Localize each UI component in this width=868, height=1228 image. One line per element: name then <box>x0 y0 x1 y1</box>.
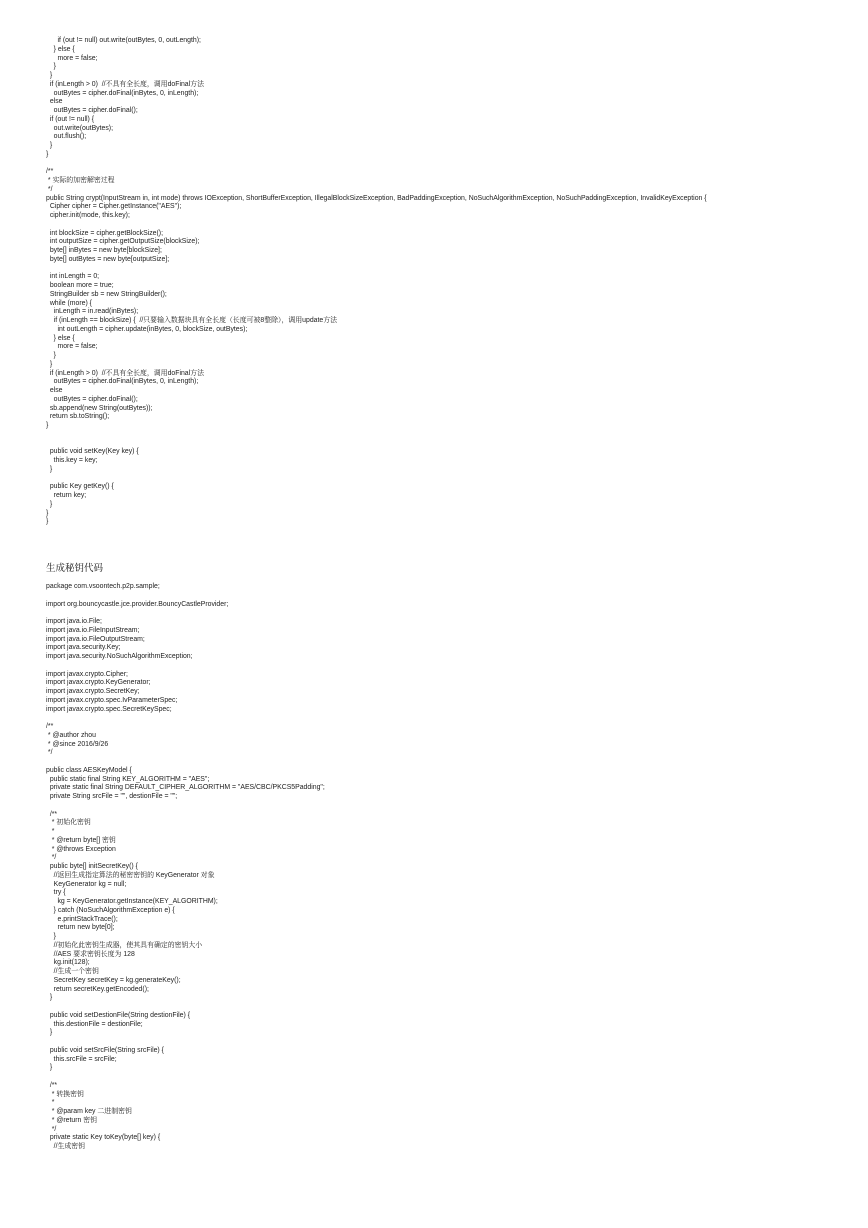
code-block-aes-key-model: package com.vsoontech.p2p.sample; import org.bouncycastle.jce.provider.BouncyCastleProvider; import java.io.File; import java.io.FileInputStream; import java.io.FileOutputStream; import java.security.Key; import java.security.NoSuchAlgorithmException; import javax.crypto.Cipher; import javax.crypto.KeyGenerator; import javax.crypto.SecretKey; import javax.crypto.spec.IvParameterSpec; import javax.crypto.spec.SecretKeySpec; /** * @author zhou * @since 2016/9/26 */ public class AESKeyModel { public static final String KEY_ALGORITHM = "AES"; private static final String DEFAULT_CIPHER_ALGORITHM = "AES/CBC/PKCS5Padding"; private String srcFile = "", destionFile = ""; /** * 初始化密钥 * * @return byte[] 密钥 * @throws Exception */ public byte[] initSecretKey() { //返回生成指定算法的秘密密钥的 KeyGenerator 对象 KeyGenerator kg = null; try { kg = KeyGenerator.getInstance(KEY_ALGORITHM); } catch (NoSuchAlgorithmException e) { e.printStackTrace(); return new byte[0]; } //初始化此密钥生成器，使其具有确定的密钥大小 //AES 要求密钥长度为 128 kg.init(128); //生成一个密钥 SecretKey secretKey = kg.generateKey(); return secretKey.getEncoded(); } public void setDestionFile(String destionFile) { this.destionFile = destionFile; } public void setSrcFile(String srcFile) { this.srcFile = srcFile; } /** * 转换密钥 * * @param key 二进制密钥 * @return 密钥 */ private static Key toKey(byte[] key) { //生成密钥 <box>46 583 325 1150</box>
code-block-crypt: if (out != null) out.write(outBytes, 0, outLength); } else { more = false; } } if (inLength > 0) //不具有全长度，调用doFinal方法 outBytes = cipher.doFinal(inBytes, 0, inLength); else outBytes = cipher.doFinal(); if (out != null) { out.write(outBytes); out.flush(); } } /** * 实际的加密解密过程 */ public String crypt(InputStream in, int mode) throws IOException, ShortBufferException, IllegalBlockSizeException, BadPaddingException, NoSuchAlgorithmException, NoSuchPaddingException, InvalidKeyException { Cipher cipher = Cipher.getInstance("AES"); cipher.init(mode, this.key); int blockSize = cipher.getBlockSize(); int outputSize = cipher.getOutputSize(blockSize); byte[] inBytes = new byte[blockSize]; byte[] outBytes = new byte[outputSize]; int inLength = 0; boolean more = true; StringBuilder sb = new StringBuilder(); while (more) { inLength = in.read(inBytes); if (inLength == blockSize) { //只要输入数据块具有全长度（长度可被8整除），调用update方法 int outLength = cipher.update(inBytes, 0, blockSize, outBytes); } else { more = false; } } if (inLength > 0) //不具有全长度，调用doFinal方法 outBytes = cipher.doFinal(inBytes, 0, inLength); else outBytes = cipher.doFinal(); sb.append(new String(outBytes)); return sb.toString(); } public void setKey(Key key) { this.key = key; } public Key getKey() { return key; } } } <box>46 37 707 526</box>
section-heading: 生成秘钥代码 <box>46 563 104 574</box>
